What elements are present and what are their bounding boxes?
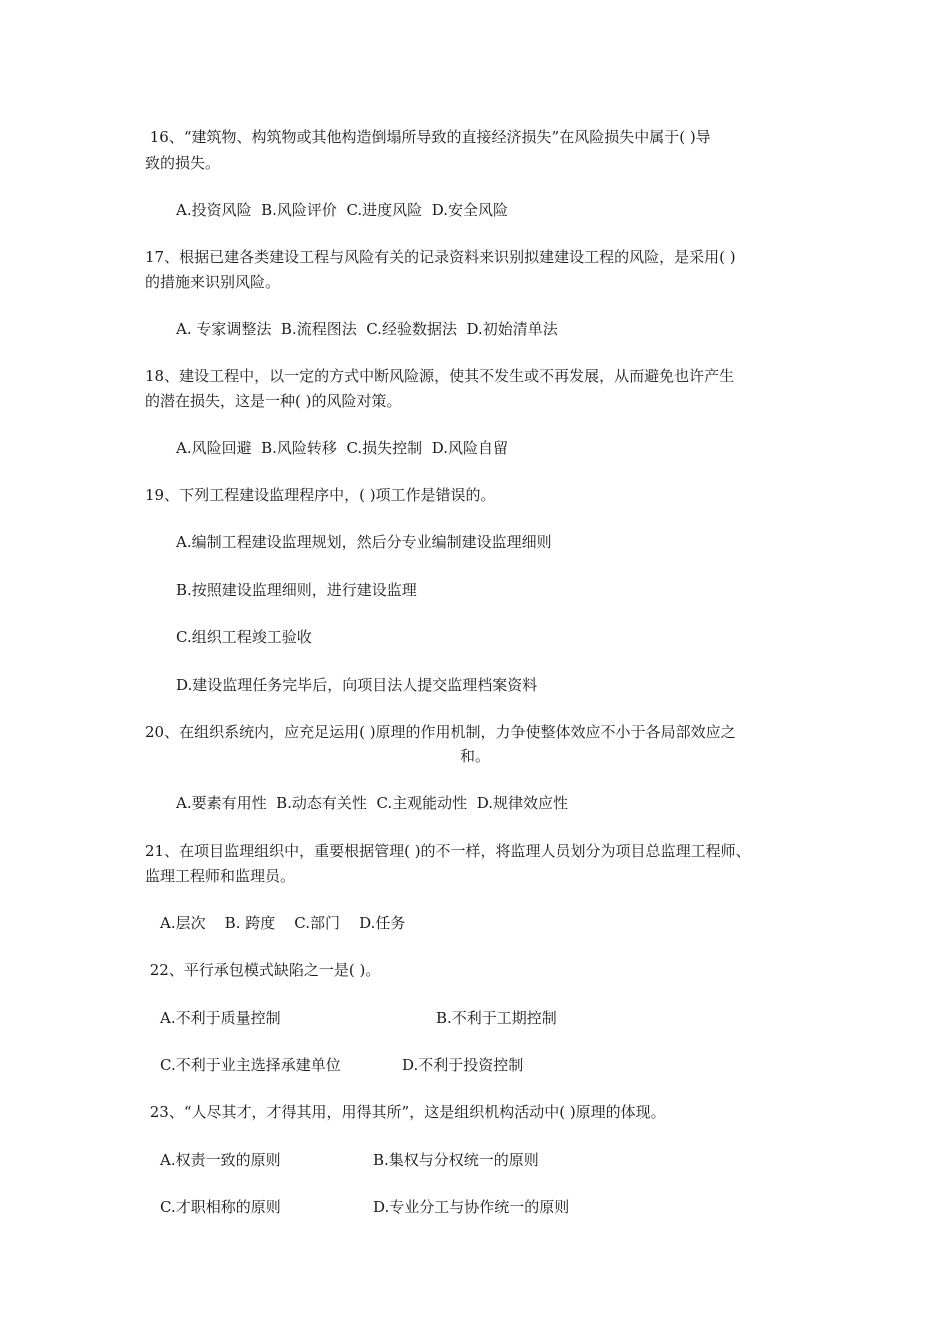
q19-option-a: A.编制工程建设监理规划，然后分专业编制建设监理细则 <box>176 533 552 551</box>
q19-option-c: C.组织工程竣工验收 <box>176 628 312 646</box>
q21-stem-line1: 21、在项目监理组织中，重要根据管理( )的不一样，将监理人员划分为项目总监理工程师、 <box>145 842 751 860</box>
q20-options: A.要素有用性 B.动态有关性 C.主观能动性 D.规律效应性 <box>176 794 568 812</box>
q22-option-c: C.不利于业主选择承建单位 <box>160 1056 341 1074</box>
q19-option-b: B.按照建设监理细则，进行建设监理 <box>176 581 417 599</box>
q23-stem: 23、“人尽其才，才得其用，用得其所”，这是组织机构活动中( )原理的体现。 <box>145 1103 666 1121</box>
q22-stem: 22、平行承包模式缺陷之一是( )。 <box>145 961 381 979</box>
q18-stem-line2: 的潜在损失，这是一种( )的风险对策。 <box>145 392 402 410</box>
q16-stem-line2: 致的损失。 <box>145 154 221 172</box>
q21-options: A.层次 B. 跨度 C.部门 D.任务 <box>160 914 406 932</box>
q23-option-a: A.权责一致的原则 <box>160 1151 281 1169</box>
q22-option-b: B.不利于工期控制 <box>436 1009 557 1027</box>
q19-option-d: D.建设监理任务完毕后，向项目法人提交监理档案资料 <box>176 676 538 694</box>
q16-stem-line1: 16、“建筑物、构筑物或其他构造倒塌所导致的直接经济损失”在风险损失中属于( )导 <box>145 128 711 146</box>
q17-options: A. 专家调整法 B.流程图法 C.经验数据法 D.初始清单法 <box>176 320 558 338</box>
q23-option-b: B.集权与分权统一的原则 <box>373 1151 539 1169</box>
q18-stem-line1: 18、建设工程中，以一定的方式中断风险源，使其不发生或不再发展，从而避免也许产生 <box>145 367 735 385</box>
q20-stem-line2: 和。 <box>460 747 491 765</box>
q18-options: A.风险回避 B.风险转移 C.损失控制 D.风险自留 <box>176 439 508 457</box>
q23-option-d: D.专业分工与协作统一的原则 <box>373 1198 570 1216</box>
q19-stem: 19、下列工程建设监理程序中，( )项工作是错误的。 <box>145 486 496 504</box>
q21-stem-line2: 监理工程师和监理员。 <box>145 867 296 885</box>
q17-stem-line1: 17、根据已建各类建设工程与风险有关的记录资料来识别拟建建设工程的风险，是采用( ) <box>145 248 736 266</box>
q23-option-c: C.才职相称的原则 <box>160 1198 281 1216</box>
q20-stem-line1: 20、在组织系统内，应充足运用( )原理的作用机制，力争使整体效应不小于各局部效应之 <box>145 723 736 741</box>
q16-options: A.投资风险 B.风险评价 C.进度风险 D.安全风险 <box>176 201 508 219</box>
q22-option-a: A.不利于质量控制 <box>160 1009 281 1027</box>
q22-option-d: D.不利于投资控制 <box>402 1056 524 1074</box>
q17-stem-line2: 的措施来识别风险。 <box>145 273 281 291</box>
